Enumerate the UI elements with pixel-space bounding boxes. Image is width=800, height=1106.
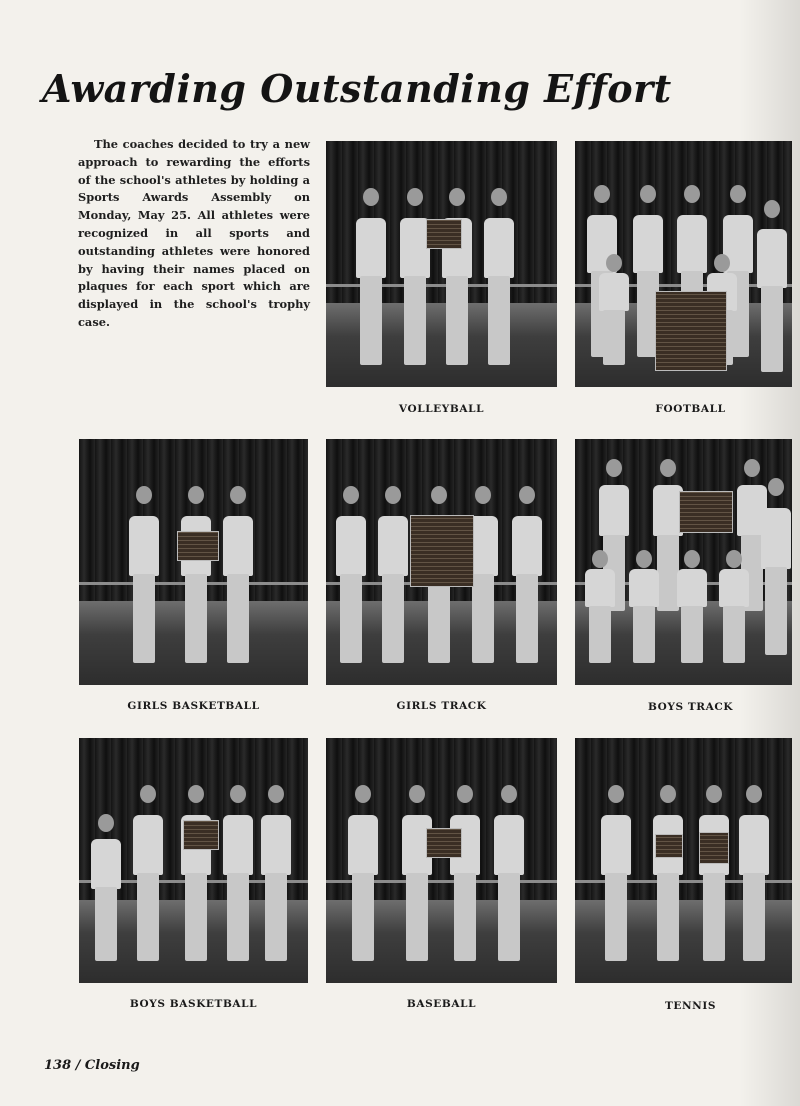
plaque-icon xyxy=(679,491,733,533)
plaque-icon xyxy=(655,291,727,371)
caption-volleyball: VOLLEYBALL xyxy=(398,403,485,415)
photo-tennis xyxy=(575,738,792,983)
intro-paragraph: The coaches decided to try a new approach to rewarding the efforts of the school's athletes by holding a Sports Awards Assembly on Monday, May 25. All athletes were recognized in all sports and outstanding athletes were honored by having their names placed on plaques for each sport which are displayed in the school's trophy case. xyxy=(78,137,310,329)
photo-girls-basketball xyxy=(79,439,308,685)
plaque-icon xyxy=(426,828,462,858)
plaque-icon xyxy=(410,515,474,587)
photo-boys-basketball xyxy=(79,738,308,983)
caption-boys-basketball: BOYS BASKETBALL xyxy=(129,998,258,1010)
photo-volleyball xyxy=(326,141,557,387)
plaque-icon xyxy=(426,219,462,249)
photo-girls-track xyxy=(326,439,557,685)
plaque-icon xyxy=(177,531,219,561)
caption-girls-track: GIRLS TRACK xyxy=(396,700,487,712)
caption-girls-basketball: GIRLS BASKETBALL xyxy=(127,700,260,712)
caption-baseball: BASEBALL xyxy=(406,998,477,1010)
photo-baseball xyxy=(326,738,557,983)
page-title: Awarding Outstanding Effort xyxy=(42,66,672,111)
photo-football xyxy=(575,141,792,387)
plaque-icon xyxy=(699,832,729,864)
plaque-icon xyxy=(183,820,219,850)
page-folio: 138 / Closing xyxy=(44,1058,140,1073)
caption-football: FOOTBALL xyxy=(655,403,726,415)
plaque-icon xyxy=(655,834,683,858)
caption-tennis: TENNIS xyxy=(664,1000,717,1012)
photo-boys-track xyxy=(575,439,792,685)
caption-boys-track: BOYS TRACK xyxy=(647,701,734,713)
